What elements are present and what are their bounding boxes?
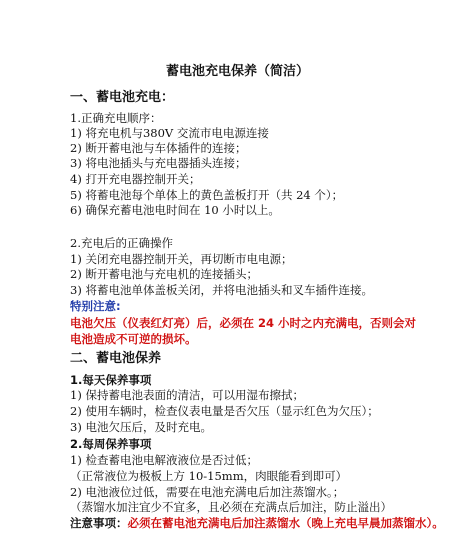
section1-heading: 一、蓄电池充电： — [70, 90, 175, 105]
weekly-item-2-note: （蒸馏水加注宜少不宜多，且必须在充满点后加注，防止溢出） — [70, 500, 392, 514]
daily-maintenance-title: 1.每天保养事项 — [70, 373, 152, 387]
after-step-3: 3) 将蓄电池单体盖板关闭，并将电池插头和叉车插件连接。 — [70, 283, 373, 297]
charge-step-2: 2) 断开蓄电池与车体插件的连接； — [70, 141, 247, 155]
charge-step-4: 4) 打开充电器控制开关； — [70, 172, 201, 186]
charge-step-6: 6) 确保充蓄电池电时间在 10 小时以上。 — [70, 203, 280, 217]
final-note-text: 必须在蓄电池充满电后加注蒸馏水（晚上充电早晨加蒸馏水）。 — [127, 516, 444, 530]
charge-order-subtitle: 1.正确充电顺序： — [70, 111, 162, 125]
daily-item-3: 3) 电池欠压后，及时充电。 — [70, 420, 212, 434]
page-title: 蓄电池充电保养（简洁） — [165, 64, 309, 79]
final-note-label: 注意事项： — [70, 516, 128, 530]
weekly-maintenance-title: 2.每周保养事项 — [70, 437, 152, 451]
charge-step-1: 1) 将充电机与380V 交流市电电源连接 — [70, 126, 269, 140]
weekly-item-1-note: （正常液位为极板上方 10-15mm，肉眼能看到即可） — [70, 469, 348, 483]
warning-line-1: 电池欠压（仪表红灯亮）后，必须在 24 小时之内充满电，否则会对 — [70, 316, 417, 330]
daily-item-2: 2) 使用车辆时，检查仪表电量是否欠压（显示红色为欠压）； — [70, 404, 379, 418]
section2-heading: 二、蓄电池保养 — [70, 351, 162, 366]
final-note — [70, 516, 444, 531]
daily-item-1: 1) 保持蓄电池表面的清洁，可以用湿布擦拭； — [70, 388, 304, 402]
special-note-label: 特别注意: — [70, 299, 121, 313]
charge-step-5: 5) 将蓄电池每个单体上的黄色盖板打开（共 24 个）； — [70, 188, 344, 202]
weekly-item-2: 2) 电池液位过低，需要在电池充满电后加注蒸馏水。； — [70, 485, 345, 499]
warning-line-2: 电池造成不可逆的损坏。 — [70, 332, 197, 346]
after-step-1: 1) 关闭充电器控制开关，再切断市电电源； — [70, 252, 293, 266]
after-charge-subtitle: 2.充电后的正确操作 — [70, 236, 173, 250]
charge-step-3: 3) 将电池插头与充电器插头连接； — [70, 156, 247, 170]
weekly-item-1: 1) 检查蓄电池电解液液位是否过低； — [70, 453, 258, 467]
after-step-2: 2) 断开蓄电池与充电机的连接插头； — [70, 267, 258, 281]
